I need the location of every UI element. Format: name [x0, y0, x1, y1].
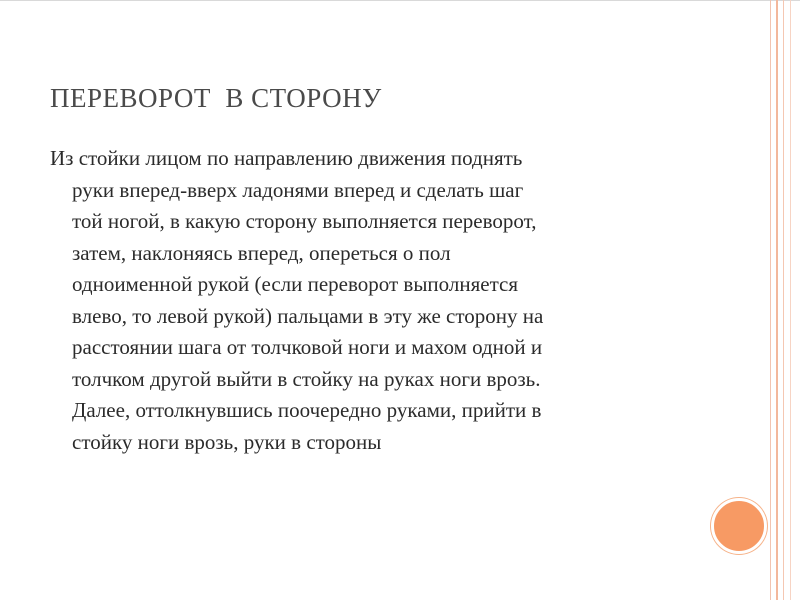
body-line: стойку ноги врозь, руки в стороны: [72, 429, 382, 454]
body-line: одноименной рукой (если переворот выполняется: [72, 272, 519, 296]
body-line: влево, то левой рукой) пальцами в эту же сторону на: [72, 303, 544, 328]
body-line: расстоянии шага от толчковой ноги и махом одной и: [72, 335, 543, 359]
body-line: Далее, оттолкнувшись поочередно руками, прийти в: [72, 398, 542, 422]
body-line: руки вперед-вверх ладонями вперед и сделать шаг: [72, 177, 524, 202]
slide-title: ПЕРЕВОРОТ В СТОРОНУ: [50, 83, 382, 113]
body-line: затем, наклоняясь вперед, опереться о пол: [72, 240, 451, 265]
body-line: толчком другой выйти в стойку на руках ноги врозь.: [72, 366, 541, 391]
body-line: Из стойки лицом по направлению движения поднять: [50, 146, 523, 170]
decorative-rail-line: [776, 0, 778, 600]
decorative-circle-icon: [711, 498, 767, 554]
decorative-rail-line: [783, 0, 784, 600]
slide-body-text: [50, 143, 700, 458]
decorative-rail-line: [770, 0, 771, 600]
body-line: той ногой, в какую сторону выполняется переворот,: [72, 209, 537, 233]
decorative-rail-line: [790, 0, 791, 600]
top-border-line: [0, 0, 800, 1]
